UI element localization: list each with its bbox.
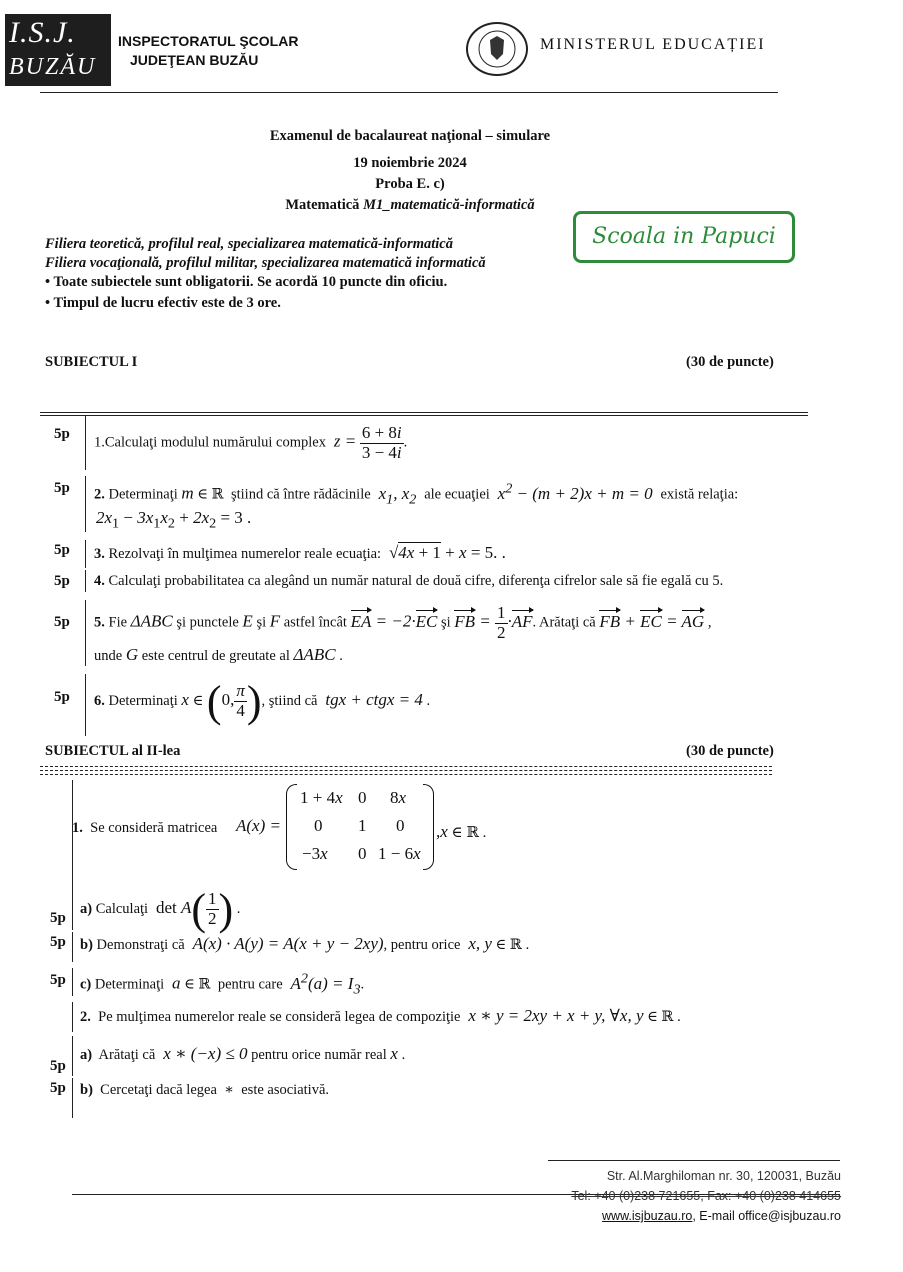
- footer-email: , E-mail office@isjbuzau.ro: [692, 1209, 841, 1223]
- rule-1: • Toate subiectele sunt obligatorii. Se acordă 10 puncte din oficiu.: [45, 274, 448, 290]
- p1b-points: 5p: [50, 934, 66, 950]
- exam-title: Examenul de bacalaureat naţional – simulare: [269, 128, 551, 144]
- q6-points: 5p: [54, 689, 70, 705]
- q1: 1.Calculaţi modulul numărului complex z = $\frac{6 + 8i}{3 - 4i}$ .: [94, 423, 408, 462]
- q4-points: 5p: [54, 573, 70, 589]
- p2b-points: 5p: [50, 1080, 66, 1096]
- inspectorate-line1: INSPECTORATUL ŞCOLAR: [118, 33, 299, 49]
- ministry-name: MINISTERUL EDUCAȚIEI: [540, 36, 766, 53]
- exam-proba: Proba E. c): [375, 176, 445, 192]
- q2: 2. Determinaţi m ∈ ℝ ştiind că între rădăcinile $x_1$, $x_2$ ale ecuaţiei $x^2 - (m + 2)x + m = 0$ există relaţia:: [94, 480, 739, 508]
- subiect2-points: (30 de puncte): [686, 743, 774, 759]
- p1b: b) Demonstraţi că A(x) · A(y) = A(x + y − 2xy), pentru orice x, y ∈ ℝ .: [80, 934, 530, 953]
- q3-points: 5p: [54, 542, 70, 558]
- matrix-label: A(x) =: [236, 816, 281, 835]
- q2-points: 5p: [54, 480, 70, 496]
- footer-phone: Tel: +40 (0)238 721655, Fax: +40 (0)238 414655: [571, 1189, 841, 1203]
- footer-address: Str. Al.Marghiloman nr. 30, 120031, Buzău: [606, 1169, 841, 1183]
- isj-logo: I.S.J. BUZĂU: [5, 14, 111, 86]
- rule-2: • Timpul de lucru efectiv este de 3 ore.: [45, 295, 281, 311]
- q6: 6. Determinaţi x ∈ (0, $\frac{\pi}{4}$ ), ştiind că tgx + ctgx = 4 .: [94, 677, 431, 726]
- p1a-points: 5p: [50, 910, 66, 926]
- p1c-points: 5p: [50, 972, 66, 988]
- exam-subject: Matematică M1_matematică-informatică: [285, 197, 535, 213]
- p2a: a) Arătaţi că x ∗ (−x) ≤ 0 pentru orice număr real x .: [80, 1044, 406, 1063]
- q1-points: 5p: [54, 426, 70, 442]
- exam-date: 19 noiembrie 2024: [353, 155, 467, 171]
- subiect1-points: (30 de puncte): [686, 354, 774, 370]
- q5-points: 5p: [54, 614, 70, 630]
- government-seal-icon: [466, 22, 528, 76]
- inspectorate-line2: JUDEŢEAN BUZĂU: [130, 52, 259, 68]
- p2: 2. Pe mulţimea numerelor reale se consideră legea de compoziţie x ∗ y = 2xy + x + y, ∀x, y ∈ ℝ .: [80, 1006, 681, 1025]
- q5: 5. Fie ΔABC şi punctele E şi F astfel încât EA = −2·EC şi FB = $\frac{1}{2}$ ·AF. Arătaţi că FB + EC = AG ,: [94, 603, 712, 642]
- p1: 1. Se consideră matricea: [72, 820, 218, 836]
- stamp: Scoala in Papuci: [573, 211, 795, 263]
- subiect1-title: SUBIECTUL I: [45, 354, 138, 370]
- matrix: 1 + 4x 0 8x 0 1 0 −3x 0 1 − 6x: [286, 784, 434, 870]
- p2b: b) Cercetaţi dacă legea ∗ este asociativă.: [80, 1082, 330, 1098]
- q3: 3. Rezolvaţi în mulţimea numerelor reale ecuaţia: √4x + 1 + x = 5. .: [94, 543, 506, 562]
- p2a-points: 5p: [50, 1058, 66, 1074]
- subiect2-title: SUBIECTUL al II-lea: [45, 743, 181, 759]
- p1a: a) Calculaţi det A( $\frac{1}{2}$ ) .: [80, 885, 241, 934]
- filiera-2: Filiera vocaţională, profilul militar, specializarea matematică informatică: [45, 255, 486, 271]
- footer-web-link[interactable]: www.isjbuzau.ro: [602, 1209, 693, 1223]
- p1c: c) Determinaţi a ∈ ℝ pentru care $A^2(a) = I_3$.: [80, 970, 365, 998]
- q4: 4. Calculaţi probabilitatea ca alegând un număr natural de două cifre, diferenţa cifrelor sale să fie egală cu 5.: [94, 573, 724, 589]
- filiera-1: Filiera teoretică, profilul real, specializarea matematică-informatică: [45, 236, 453, 252]
